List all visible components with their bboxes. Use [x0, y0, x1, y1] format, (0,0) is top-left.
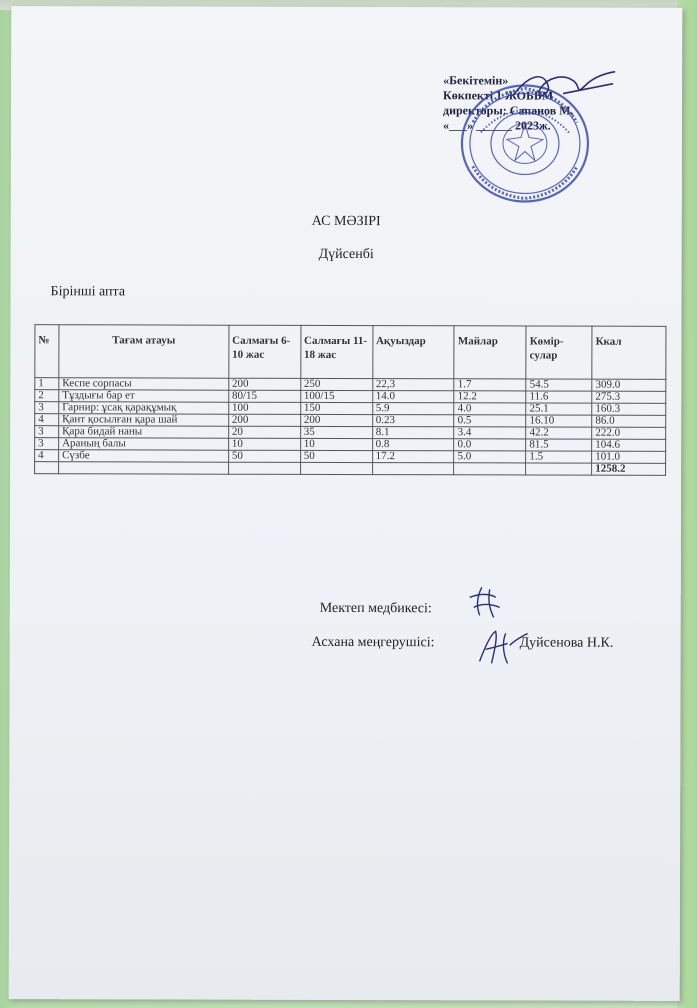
table-cell: Тұздығы бар ет [59, 390, 229, 402]
approval-line-2: Көкпекті 1 ЖОББМ [443, 88, 554, 103]
table-cell: 1.7 [454, 379, 526, 391]
table-cell: 200 [228, 414, 300, 426]
table-cell: 0.0 [454, 439, 526, 451]
table-cell: 200 [300, 414, 372, 426]
day-label: Дүйсенбі [318, 246, 374, 263]
table-cell: Сүзбе [59, 450, 229, 462]
table-row [35, 426, 666, 440]
table-cell: 3.4 [454, 427, 526, 439]
header-cell: Салмағы 6-10 жас [229, 325, 301, 378]
table-cell: 160.3 [592, 403, 666, 415]
table-cell: 0.8 [372, 439, 454, 451]
total-empty-cell [300, 462, 372, 474]
chef-name: Дуйсенова Н.К. [519, 635, 614, 651]
total-empty-cell [454, 463, 526, 475]
table-cell: 4 [35, 414, 59, 426]
table-cell: 86.0 [592, 415, 666, 427]
table-cell: 25.1 [526, 403, 592, 415]
table-cell: 104.6 [592, 439, 666, 451]
table-cell: 17.2 [372, 451, 454, 463]
table-header-row [35, 325, 666, 380]
table-cell: 222.0 [592, 427, 666, 439]
table-cell: 275.3 [592, 391, 666, 403]
table-cell: 250 [300, 378, 372, 390]
approval-line-3: директоры: Сапанов М. [443, 103, 574, 118]
total-empty-cell [35, 462, 59, 474]
table-cell: 20 [228, 426, 300, 438]
table-cell: 309.0 [592, 379, 666, 391]
table-cell: 12.2 [454, 391, 526, 403]
table-cell: 0.23 [372, 415, 454, 427]
table-cell: 100 [228, 402, 300, 414]
table-cell: 22,3 [372, 379, 454, 391]
table-cell: 200 [229, 378, 301, 390]
nurse-signature-label: Мектеп медбикесі: [319, 600, 432, 617]
table-cell: 150 [300, 402, 372, 414]
table-cell: 11.6 [526, 391, 592, 403]
table-cell: 101.0 [592, 451, 666, 463]
total-kcal: 1258.2 [592, 463, 666, 475]
menu-table [34, 324, 666, 476]
table-cell: 81.5 [526, 439, 592, 451]
header-cell: Майлар [454, 326, 526, 379]
total-empty-cell [228, 462, 300, 474]
header-cell: Тағам атауы [59, 325, 229, 378]
total-empty-cell [59, 462, 229, 474]
week-label: Бірінші апта [50, 284, 126, 300]
header-cell: Ақуыздар [372, 326, 454, 379]
table-cell: 5.9 [372, 403, 454, 415]
document-title: АС МӘЗІРІ [311, 213, 381, 230]
table-cell: 2 [35, 390, 59, 402]
table-cell: Қара бидай наны [59, 426, 229, 438]
total-empty-cell [372, 463, 454, 475]
table-cell: Қант қосылған қара шай [59, 414, 229, 426]
table-cell: 4 [35, 450, 59, 462]
table-cell: 3 [35, 402, 59, 414]
approval-line-4: «___» ______ 2023ж. [442, 118, 551, 133]
total-empty-cell [526, 463, 592, 475]
table-cell: 50 [228, 450, 300, 462]
nurse-signature [460, 581, 510, 621]
table-cell: 0.5 [454, 415, 526, 427]
table-cell: 5.0 [454, 451, 526, 463]
table-cell: Кеспе сорпасы [59, 378, 229, 390]
table-cell: 8.1 [372, 427, 454, 439]
table-cell: 3 [35, 438, 59, 450]
table-cell: Гарнир: ұсақ қарақұмық [59, 402, 229, 414]
table-cell: 35 [300, 426, 372, 438]
table-cell: 14.0 [372, 391, 454, 403]
document-sheet [9, 6, 683, 1001]
director-signature [503, 65, 623, 115]
table-cell: Араның балы [59, 438, 229, 450]
table-cell: 100/15 [300, 390, 372, 402]
table-cell: 16.10 [526, 415, 592, 427]
table-cell: 4.0 [454, 403, 526, 415]
chef-signature-label: Асхана меңгерушісі: [311, 634, 435, 651]
header-cell: Ккал [592, 326, 666, 379]
table-cell: 54.5 [526, 379, 592, 391]
table-cell: 80/15 [228, 390, 300, 402]
table-cell: 10 [228, 438, 300, 450]
table-body [35, 378, 666, 464]
table-cell: 42.2 [526, 427, 592, 439]
table-cell: 1 [35, 378, 59, 390]
table-cell: 50 [300, 450, 372, 462]
approval-line-1: «Бекітемін» [443, 73, 509, 88]
table-cell: 10 [300, 438, 372, 450]
header-cell: Салмағы 11-18 жас [300, 325, 372, 378]
header-cell: Көмір-сулар [526, 326, 592, 379]
header-cell: № [35, 325, 59, 378]
table-cell: 3 [35, 426, 59, 438]
table-cell: 1.5 [526, 451, 592, 463]
table-total-row [35, 462, 666, 476]
